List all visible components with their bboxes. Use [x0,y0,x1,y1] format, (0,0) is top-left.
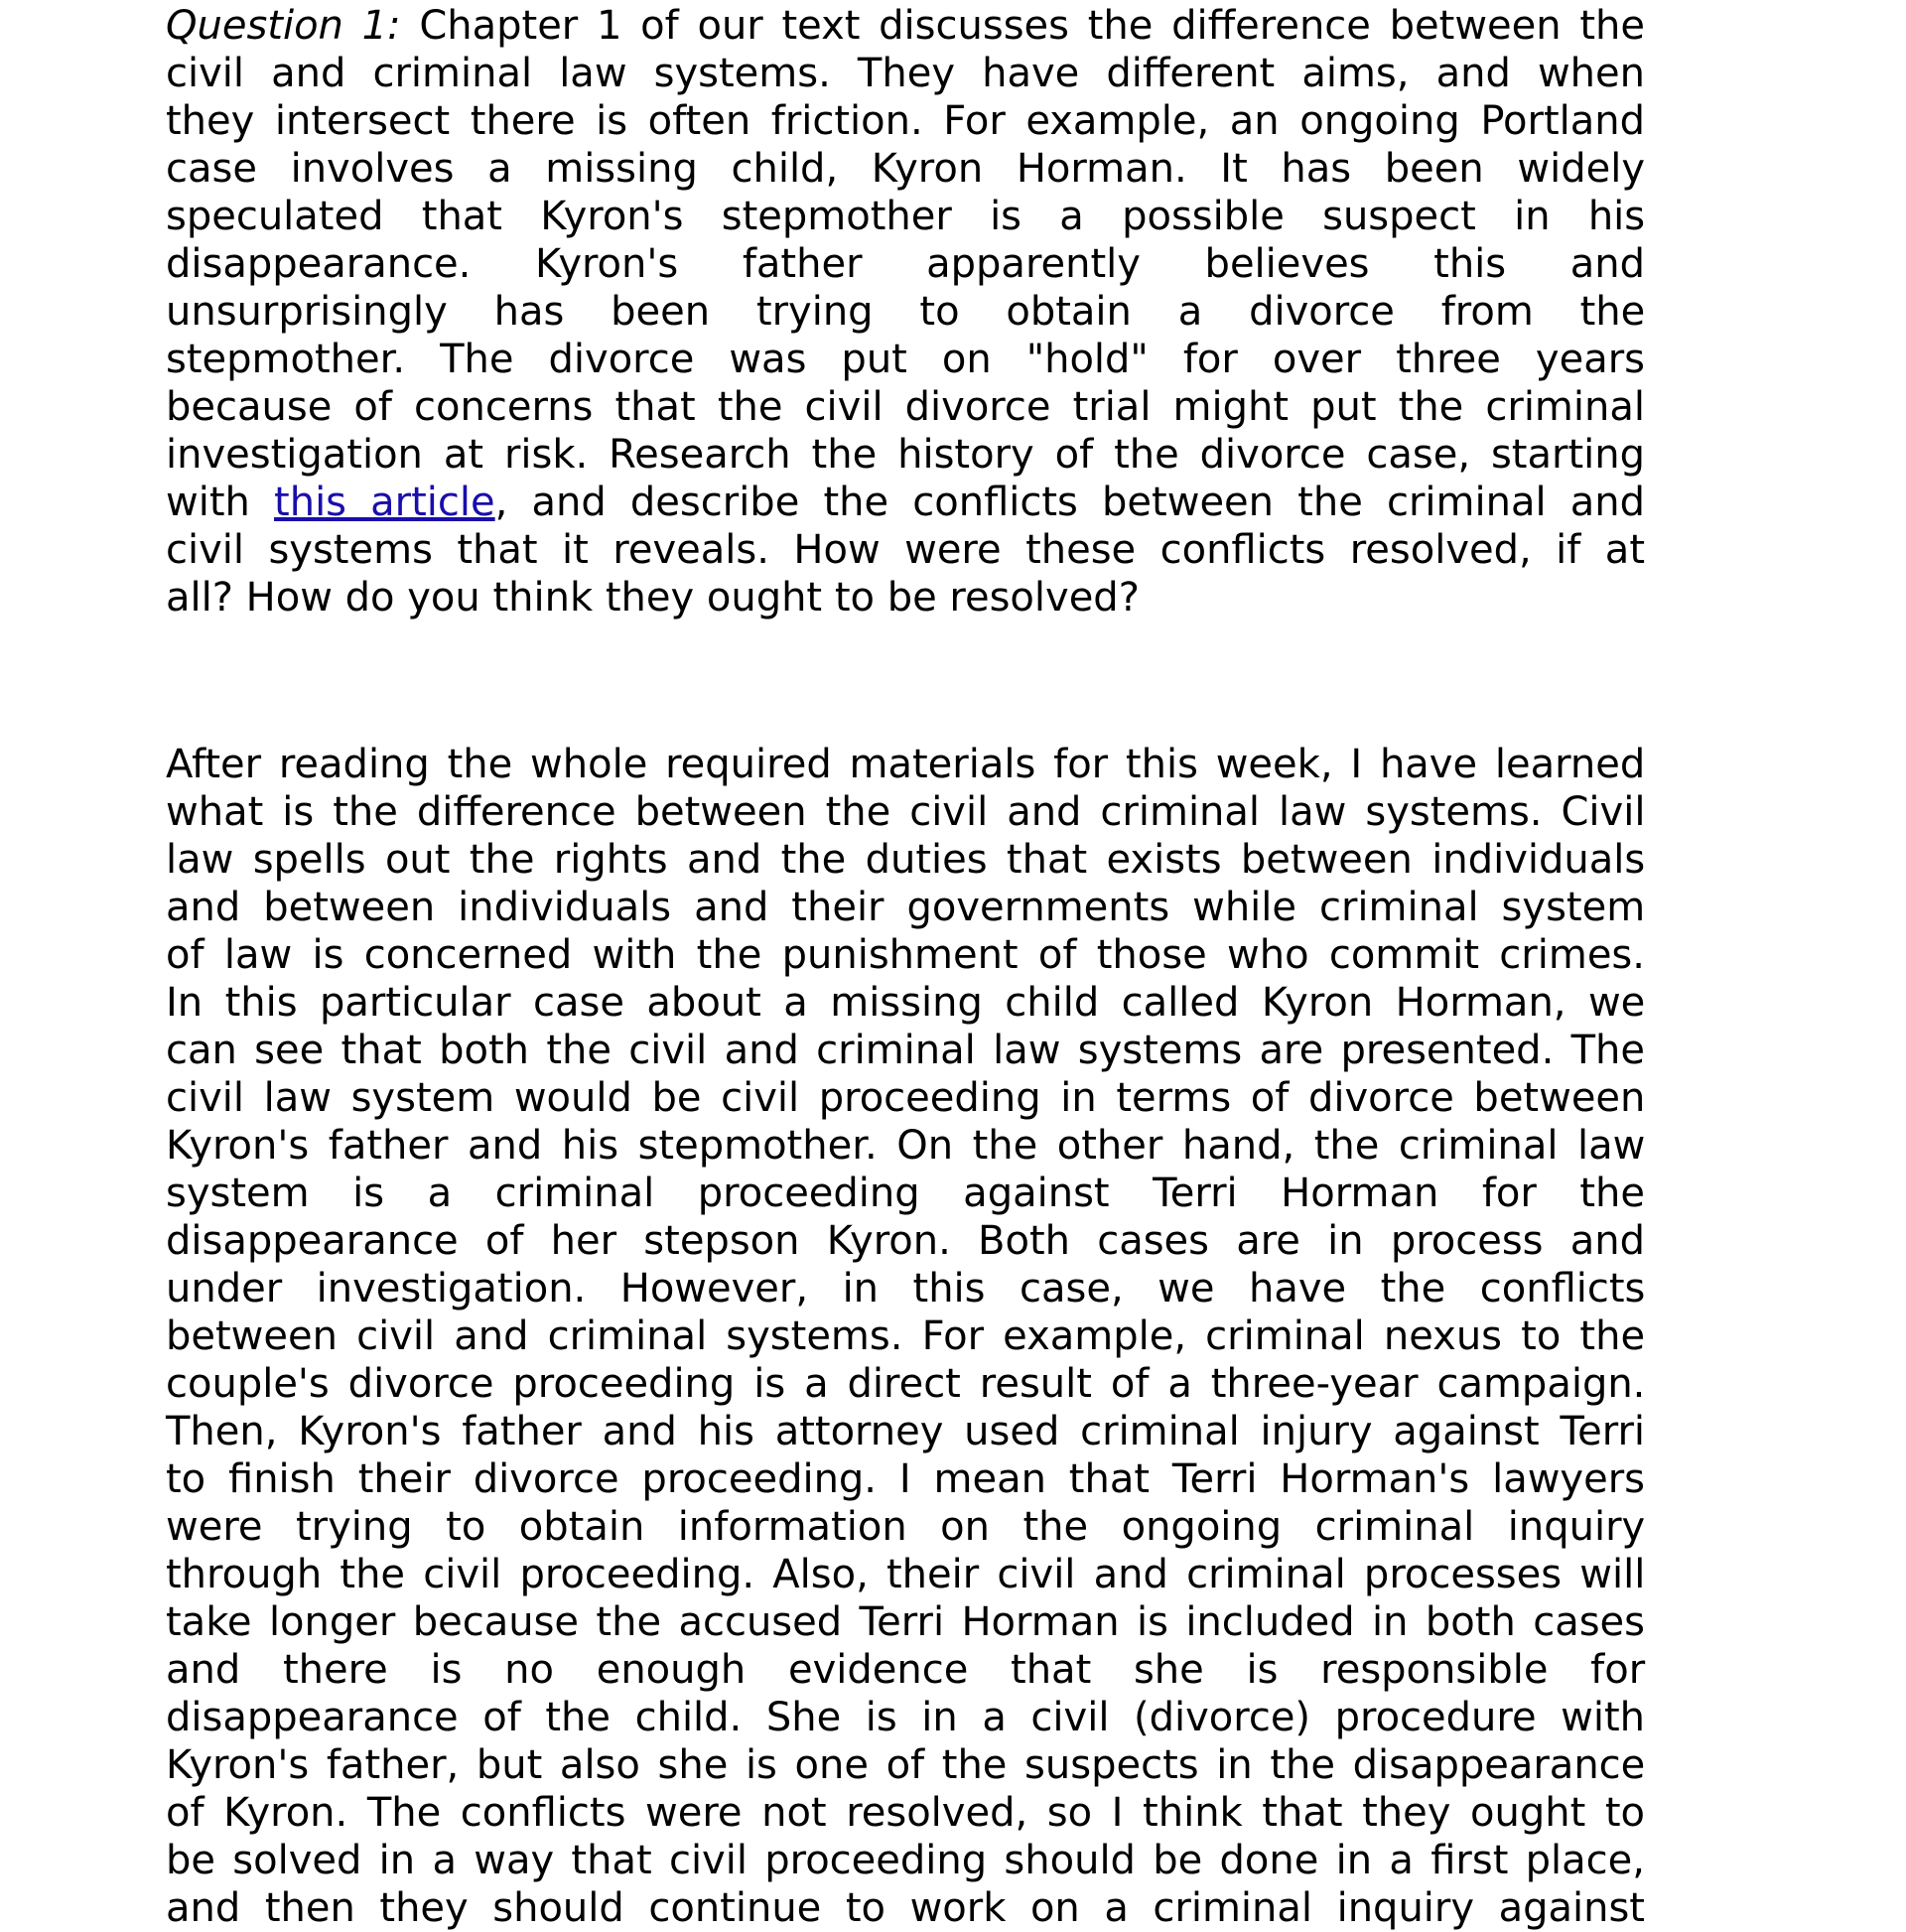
question-line [166,2,1645,50]
question-line: civil systems that it reveals. How were these conflicts resolved, if at [166,527,1645,573]
link-prefix: with [166,480,250,525]
question-label: Question 1: [166,3,401,49]
answer-line: Kyron's father and his stepmother. On the other hand, the criminal law [166,1123,1646,1169]
answer-line: take longer because the accused Terri Horman is included in both cases [166,1599,1645,1645]
question-line-with-link [166,479,1645,526]
answer-line: were trying to obtain information on the ongoing criminal inquiry [166,1504,1646,1550]
answer-line: Kyron's father, but also she is one of the suspects in the disappearance [166,1742,1646,1788]
answer-line: what is the difference between the civil and criminal law systems. Civil [166,789,1646,835]
answer-line: through the civil proceeding. Also, their civil and criminal processes will [166,1552,1646,1597]
question-line: unsurprisingly has been trying to obtain a divorce from the [166,289,1646,335]
answer-line: of law is concerned with the punishment of those who commit crimes. [166,932,1645,978]
question-line: disappearance. Kyron's father apparently believes this and [166,241,1645,287]
answer-line: and between individuals and their governments while criminal system [166,885,1646,930]
answer-line: disappearance of her stepson Kyron. Both cases are in process and [166,1218,1645,1264]
question-line: all? How do you think they ought to be resolved? [166,575,1140,621]
question-line: because of concerns that the civil divorce trial might put the criminal [166,384,1645,430]
answer-line: After reading the whole required materials for this week, I have learned [166,742,1646,787]
answer-line: to finish their divorce proceeding. I mean that Terri Horman's lawyers [166,1456,1645,1502]
question-line: case involves a missing child, Kyron Horman. It has been widely [166,146,1645,192]
question-line: investigation at risk. Research the history of the divorce case, starting [166,432,1645,478]
question-intro: Chapter 1 of our text discusses the difference between the [419,3,1646,49]
answer-line: In this particular case about a missing child called Kyron Horman, we [166,980,1646,1026]
question-line: stepmother. The divorce was put on "hold" for over three years [166,337,1645,382]
answer-line: can see that both the civil and criminal law systems are presented. The [166,1028,1645,1073]
article-link[interactable]: this article [274,480,495,525]
link-suffix: , and describe the conflicts between the criminal and [494,480,1645,525]
answer-line: and there is no enough evidence that she is responsible for [166,1647,1646,1693]
question-paragraph [166,2,1645,621]
answer-line: law spells out the rights and the duties that exists between individuals [166,837,1646,883]
answer-line: disappearance of the child. She is in a civil (divorce) procedure with [166,1695,1645,1740]
answer-line: between civil and criminal systems. For example, criminal nexus to the [166,1313,1646,1359]
answer-line: of Kyron. The conflicts were not resolved, so I think that they ought to [166,1790,1645,1836]
answer-line: civil law system would be civil proceeding in terms of divorce between [166,1075,1646,1121]
answer-line: be solved in a way that civil proceeding should be done in a first place, [166,1838,1645,1883]
answer-line: under investigation. However, in this case, we have the conflicts [166,1266,1646,1311]
question-line: civil and criminal law systems. They have different aims, and when [166,51,1645,96]
question-line: they intersect there is often friction. For example, an ongoing Portland [166,98,1645,144]
answer-paragraph [166,741,1645,1932]
answer-line: couple's divorce proceeding is a direct result of a three-year campaign. [166,1361,1646,1407]
answer-line: system is a criminal proceeding against Terri Horman for the [166,1171,1645,1216]
answer-line: and then they should continue to work on a criminal inquiry against [166,1885,1645,1931]
question-line: speculated that Kyron's stepmother is a possible suspect in his [166,194,1646,239]
answer-line: Then, Kyron's father and his attorney used criminal injury against Terri [166,1409,1645,1454]
